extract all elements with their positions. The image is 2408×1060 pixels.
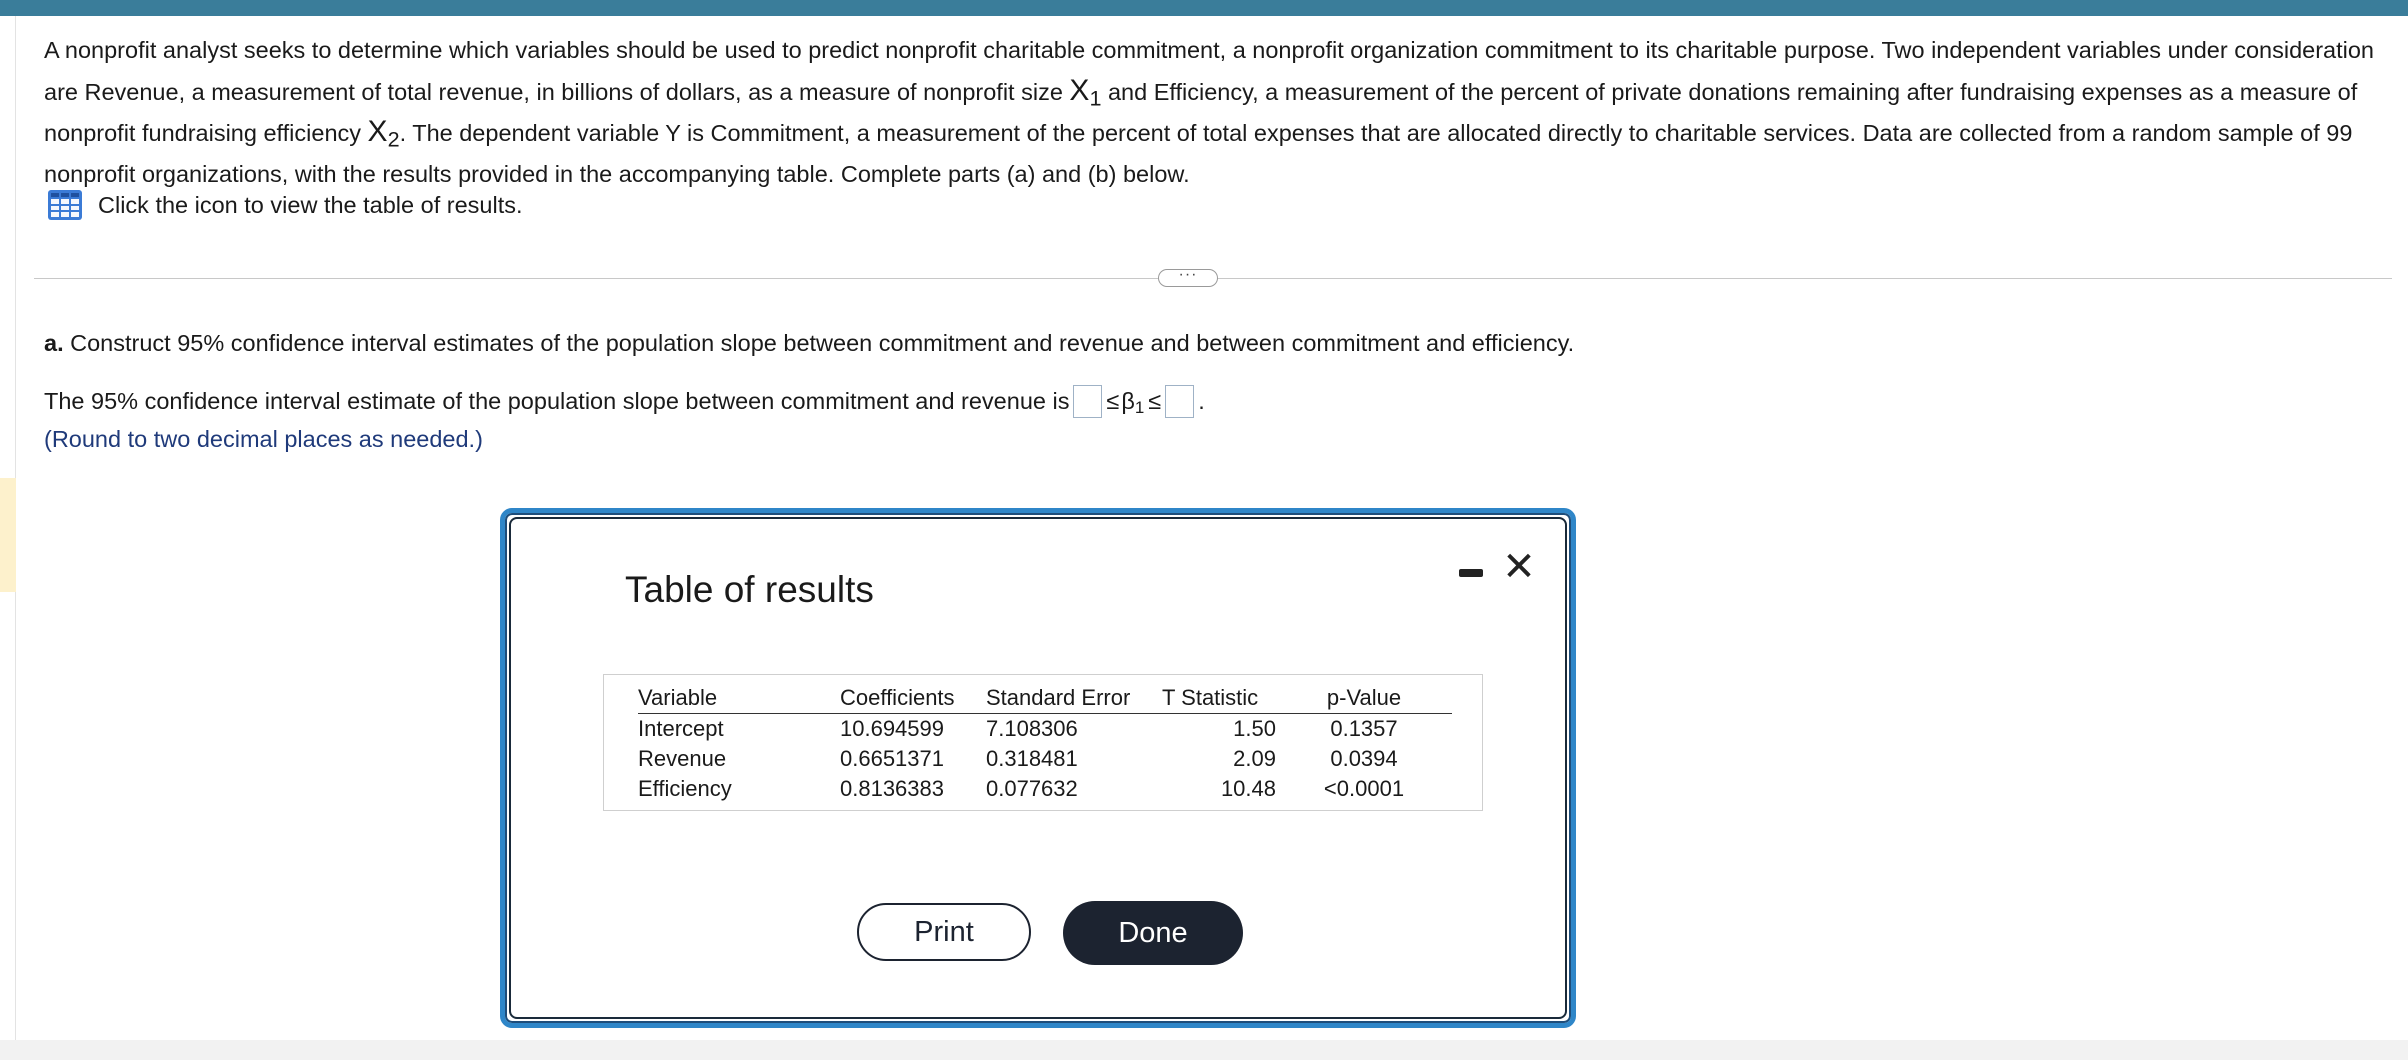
table-of-results-link[interactable] — [48, 188, 523, 222]
header-coefficients: Coefficients — [840, 683, 986, 714]
lower-bound-input[interactable] — [1073, 385, 1102, 418]
table-row: Intercept 10.694599 7.108306 1.50 0.1357 — [638, 716, 1398, 741]
done-button[interactable]: Done — [1063, 901, 1243, 965]
confidence-interval-line: The 95% confidence interval estimate of the population slope between commitment and revenue is ≤ $\beta_1$ ≤ . — [44, 384, 1205, 418]
table-row: Revenue 0.6651371 0.318481 2.09 0.0394 — [638, 746, 1398, 771]
table-header-row — [638, 683, 1452, 714]
top-banner — [0, 0, 2408, 16]
upper-bound-input[interactable] — [1165, 385, 1194, 418]
header-p-value: p-Value — [1276, 683, 1452, 714]
part-a-question: a. Construct 95% confidence interval estimates of the population slope between commitment and revenue and between commitment and efficiency. — [44, 330, 1575, 356]
print-button[interactable]: Print — [857, 903, 1031, 961]
table-grid-icon[interactable] — [48, 190, 82, 220]
beta-symbol: $\beta_1$ — [1121, 388, 1145, 418]
dialog-title: Table of results — [625, 569, 874, 610]
header-standard-error: Standard Error — [986, 683, 1162, 714]
problem-statement — [44, 30, 2394, 194]
expand-more-button[interactable]: ··· — [1158, 269, 1218, 287]
problem-text-1: A nonprofit analyst seeks to determine which variables should be used to predict nonprofit charitable commitment, a nonprofit organization commitment to its charitable purpose. Two independent variables under consideration are Revenue, a measurement of total revenue, in billions of dollars, as a measure of nonprofit size — [44, 37, 2374, 105]
table-link-text: Click the icon to view the table of results. — [98, 191, 523, 218]
results-table — [638, 683, 1452, 804]
problem-text-3: . The dependent variable Y is Commitment, a measurement of the percent of total expenses that are allocated directly to charitable services. Data are collected from a random sample of 99 nonprofit organizations, with the results provided in the accompanying table. Complete parts (a) and (b) below. — [44, 120, 2353, 187]
header-t-statistic: T Statistic — [1162, 683, 1276, 714]
close-icon[interactable]: ✕ — [1502, 545, 1536, 589]
minimize-icon[interactable] — [1459, 569, 1483, 577]
x2-variable: $X_2$ — [367, 115, 400, 152]
left-rail-highlight — [0, 478, 16, 592]
table-row: Efficiency 0.8136383 0.077632 10.48 <0.0001 — [638, 776, 1405, 801]
rounding-note: (Round to two decimal places as needed.) — [44, 426, 483, 452]
bottom-bar — [0, 1040, 2408, 1060]
x1-variable: $X_1$ — [1069, 73, 1102, 110]
problem-text-2: and Efficiency, a measurement of the percent of private donations remaining after fundraising expenses as a measure of nonprofit fundraising efficiency — [44, 78, 2358, 146]
table-of-results-dialog — [500, 508, 1576, 1028]
header-variable: Variable — [638, 683, 840, 714]
results-table-container — [603, 674, 1483, 811]
